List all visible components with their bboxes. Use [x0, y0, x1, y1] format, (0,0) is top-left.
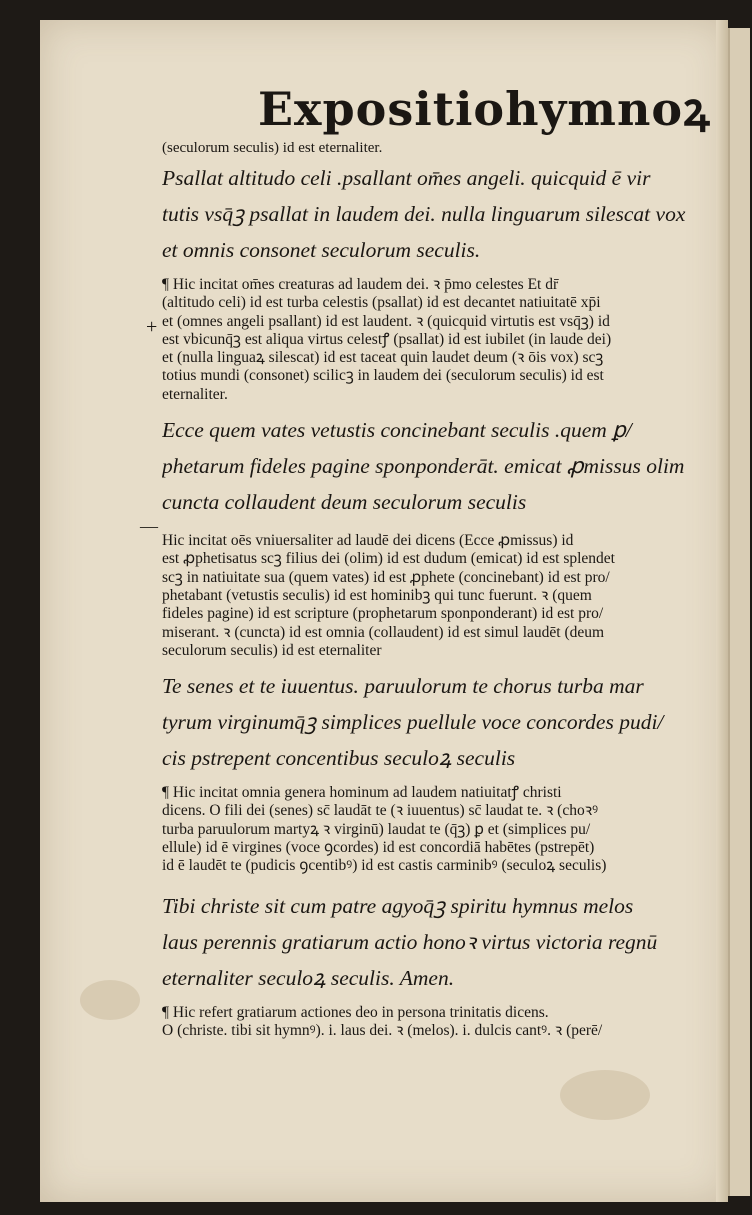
gloss-line: est ꝓphetisatus scꝫ filius dei (olim) id est dudum (emicat) id est splendet — [162, 550, 615, 568]
title-word-hymnorum: hymnoꝝ — [505, 82, 711, 136]
gloss-line: ellule) id ē virgines (voce ꝯcordes) id est concordiā habētes (pstrepēt) — [162, 839, 595, 857]
hymn-line: laus perennis gratiarum actio honoꝛ virtus victoria regnū — [162, 929, 658, 954]
gloss-line: ¶ Hic incitat omnia genera hominum ad laudem natiuitatꝭ christi — [162, 784, 562, 802]
gloss-line: et (omnes angeli psallant) id est laudent. ꝛ (quicquid virtutis est vsq̄ꝫ) id — [162, 312, 610, 330]
gloss-line: totius mundi (consonet) scilicꝫ in laudem dei (seculorum seculis) id est — [162, 367, 604, 385]
hymn-line: phetarum fideles pagine sponponderāt. emicat ꝓmissus olim — [162, 454, 685, 479]
gloss-line: dicens. O fili dei (senes) sc̄ laudāt te (ꝛ iuuentus) sc̄ laudat te. ꝛ (choꝛꝰ — [162, 802, 598, 820]
title-word-expositio: Expositio — [258, 82, 506, 136]
hymn-line: cis pstrepent concentibus seculoꝝ seculis — [162, 746, 516, 771]
gloss-line: O (christe. tibi sit hymnꝰ). i. laus dei. ꝛ (melos). i. dulcis cantꝰ. ꝛ (perē/ — [162, 1021, 603, 1039]
gloss-line: scꝫ in natiuitate sua (quem vates) id est ꝓphete (concinebant) id est pro/ — [162, 568, 610, 586]
hymn-line: Psallat altitudo celi .psallant om̄es angeli. quicquid ē vir — [162, 166, 651, 190]
gloss-line: est vbicunq̄ꝫ est aliqua virtus celestꝭ (psallat) id est iubilet (in laude dei) — [162, 330, 612, 348]
opening-gloss: (seculorum seculis) id est eternaliter. — [162, 140, 383, 156]
gloss-line: ¶ Hic incitat om̄es creaturas ad laudem dei. ꝛ p̄mo celestes Et dr̄ — [162, 276, 559, 293]
paper-stain — [80, 980, 140, 1020]
commentary-2 — [162, 532, 702, 660]
hymn-line: et omnis consonet seculorum seculis. — [162, 238, 481, 262]
commentary-3 — [162, 784, 702, 875]
hymn-stanza-4 — [162, 888, 702, 996]
gloss-line: et (nulla linguaꝝ silescat) id est taceat quin laudet deum (ꝛ ōis vox) scꝫ — [162, 349, 604, 367]
gloss-line: Hic incitat oēs vniuersaliter ad laudē dei dicens (Ecce ꝓmissus) id — [162, 532, 574, 550]
hymn-line: tutis vsq̄ꝫ psallat in laudem dei. nulla linguarum silescat vox — [162, 202, 686, 226]
commentary-1 — [162, 276, 702, 404]
gloss-line: eternaliter. — [162, 385, 228, 403]
hymn-line: Tibi christe sit cum patre agyoq̄ꝫ spiritu hymnus melos — [162, 893, 634, 918]
gloss-line: miserant. ꝛ (cuncta) id est omnia (collaudent) id est simul laudēt (deum — [162, 623, 605, 641]
page-title — [258, 82, 711, 136]
hymn-line: cuncta collaudent deum seculorum seculis — [162, 490, 527, 515]
gloss-line: turba paruulorum martyꝝ ꝛ virginū) laudat te (q̄ꝫ) ꝑ et (simplices pu/ — [162, 820, 591, 838]
gloss-line: fideles pagine) id est scripture (prophetarum sponponderant) id est pro/ — [162, 605, 604, 623]
hymn-stanza-1 — [162, 160, 702, 268]
margin-line-mark: — — [140, 516, 158, 536]
hymn-line: tyrum virginumq̄ꝫ simplices puellule voce concordes pudi/ — [162, 710, 664, 735]
gloss-line: id ē laudēt te (pudicis ꝯcentibꝰ) id est castis carminibꝰ (seculoꝝ seculis) — [162, 857, 607, 875]
gloss-line: seculorum seculis) id est eternaliter — [162, 641, 382, 659]
gloss-line: phetabant (vetustis seculis) id est hominibꝫ qui tunc fuerunt. ꝛ (quem — [162, 586, 592, 604]
gloss-line: ¶ Hic refert gratiarum actiones deo in persona trinitatis dicens. — [162, 1003, 549, 1021]
facing-page-edge — [728, 28, 750, 1196]
hymn-line: eternaliter seculoꝝ seculis. Amen. — [162, 965, 455, 990]
gloss-line: (altitudo celi) id est turba celestis (psallat) id est decantet natiuitatē xp̄i — [162, 294, 601, 312]
paper-stain — [560, 1070, 650, 1120]
page-text — [162, 82, 711, 1040]
margin-cross-mark: + — [146, 316, 158, 338]
page-gutter-shadow — [716, 20, 728, 1202]
commentary-4 — [162, 1004, 702, 1041]
hymn-stanza-2 — [162, 412, 702, 520]
hymn-stanza-3 — [162, 668, 702, 776]
hymn-line: Te senes et te iuuentus. paruulorum te chorus turba mar — [162, 674, 644, 699]
hymn-line: Ecce quem vates vetustis concinebant seculis .quem ꝑ/ — [162, 418, 632, 443]
